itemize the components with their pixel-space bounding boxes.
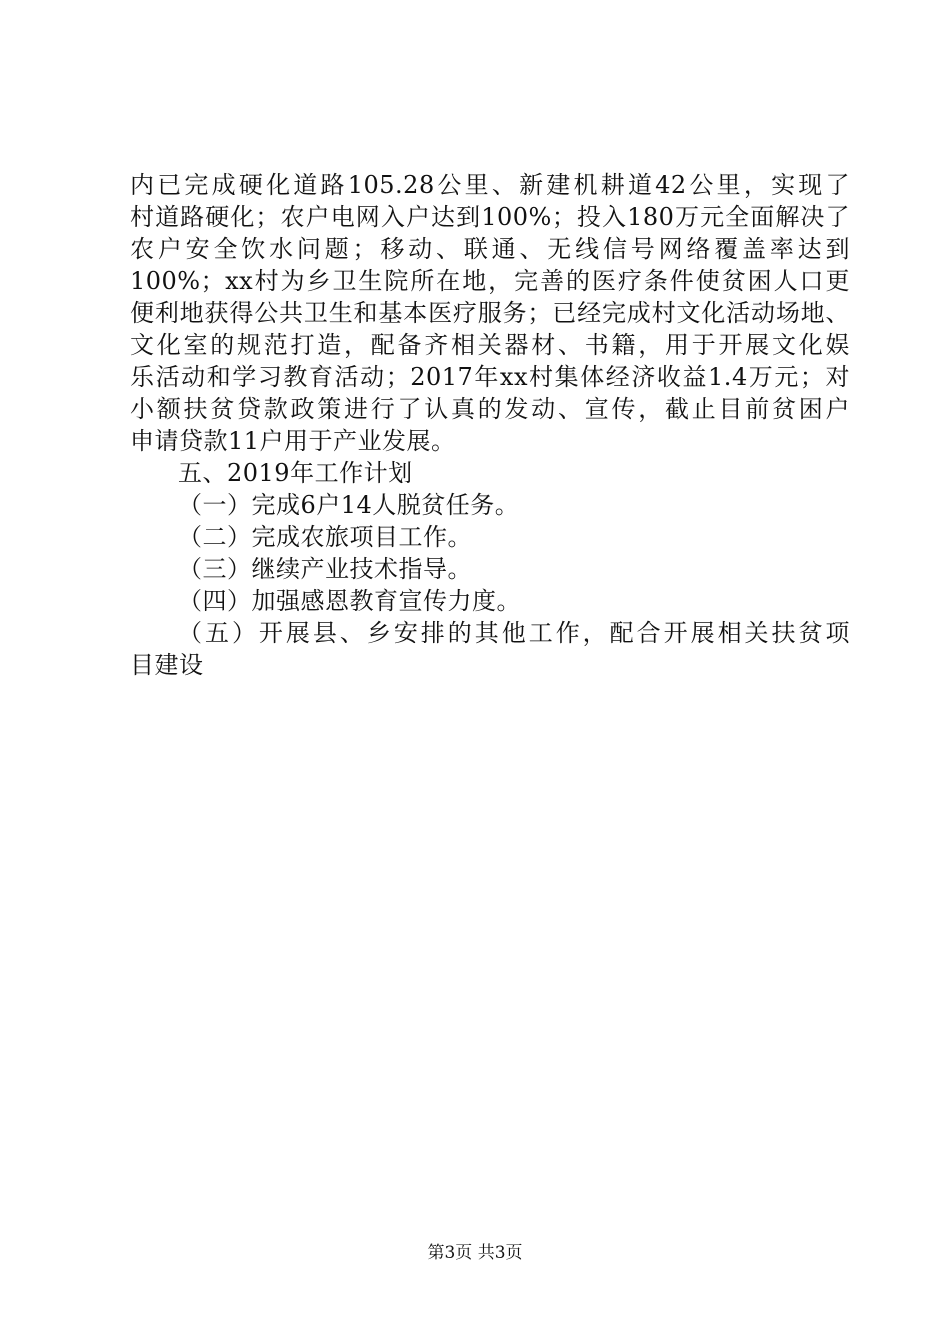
- paragraph-line-5: 便利地获得公共卫生和基本医疗服务；已经完成村文化活动场地、: [130, 299, 850, 327]
- paragraph-line-2: 村道路硬化；农户电网入户达到100%；投入180万元全面解决了: [130, 203, 850, 231]
- section-heading: 五、2019年工作计划: [178, 459, 413, 487]
- plan-item-2: （二）完成农旅项目工作。: [178, 523, 472, 551]
- plan-item-3: （三）继续产业技术指导。: [178, 555, 472, 583]
- paragraph-line-1: 内已完成硬化道路105.28公里、新建机耕道42公里，实现了: [130, 171, 850, 199]
- paragraph-line-3: 农户安全饮水问题；移动、联通、无线信号网络覆盖率达到: [130, 235, 850, 263]
- plan-item-1: （一）完成6户14人脱贫任务。: [178, 491, 520, 519]
- paragraph-line-7: 乐活动和学习教育活动；2017年xx村集体经济收益1.4万元；对: [130, 363, 850, 391]
- document-body: [130, 169, 850, 681]
- page-footer: 第3页 共3页: [427, 1243, 523, 1263]
- plan-item-5-line-2: 目建设: [130, 651, 204, 679]
- paragraph-line-6: 文化室的规范打造，配备齐相关器材、书籍，用于开展文化娱: [130, 331, 850, 359]
- paragraph-line-4: 100%；xx村为乡卫生院所在地，完善的医疗条件使贫困人口更: [130, 267, 850, 295]
- paragraph-line-9: 申请贷款11户用于产业发展。: [130, 427, 456, 455]
- plan-item-4: （四）加强感恩教育宣传力度。: [178, 587, 521, 615]
- paragraph-line-8: 小额扶贫贷款政策进行了认真的发动、宣传，截止目前贫困户: [130, 395, 850, 423]
- plan-item-5-line-1: （五）开展县、乡安排的其他工作，配合开展相关扶贫项: [178, 619, 850, 647]
